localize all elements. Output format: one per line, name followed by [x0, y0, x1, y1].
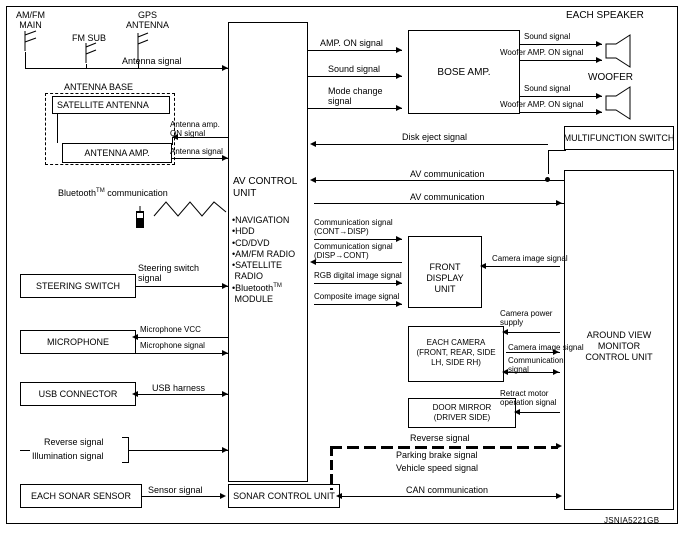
bluetooth-comm-label: Bluetooth™ communication — [58, 188, 168, 198]
arrow-can-comm-l — [336, 493, 342, 499]
av-comm-2-label: AV communication — [410, 192, 485, 202]
amp-on-signal-label: AMP. ON signal — [320, 38, 383, 48]
mode-change-signal-label: Mode change signal — [328, 86, 383, 107]
wire-sound-signal-2 — [520, 44, 602, 45]
sonar-control-unit-box — [228, 484, 340, 508]
arrow-woofer-amp-on-2 — [596, 109, 602, 115]
each-sonar-sensor-box — [20, 484, 142, 508]
arrow-microphone-vcc — [132, 334, 138, 340]
wire-comm-cont-disp — [314, 239, 402, 240]
usb-harness-label: USB harness — [152, 383, 206, 393]
wire-microphone-vcc — [136, 337, 228, 338]
satellite-antenna-label: SATELLITE ANTENNA — [57, 100, 149, 110]
arrow-amp-on — [396, 47, 402, 53]
junction-dot-av-comm — [545, 177, 550, 182]
am-fm-main-label: AM/FM MAIN — [16, 10, 45, 31]
arrow-av-comm-2-right — [556, 200, 562, 206]
fm-sub-label: FM SUB — [72, 33, 107, 43]
arrow-usb-harness-l — [132, 391, 138, 397]
arrow-can-comm-r — [556, 493, 562, 499]
arrow-woofer-amp-on-1 — [596, 57, 602, 63]
arrow-can-bus — [556, 443, 562, 449]
woofer-amp-on-2-label: Woofer AMP. ON signal — [500, 100, 584, 109]
reverse-signal-2-label: Reverse signal — [410, 433, 470, 443]
mobile-phone-icon — [132, 205, 148, 234]
woofer-amp-on-1-label: Woofer AMP. ON signal — [500, 48, 584, 57]
front-display-unit-label: FRONT DISPLAY UNIT — [426, 262, 464, 294]
wire-can-comm — [340, 496, 560, 497]
arrow-disc-eject — [310, 141, 316, 147]
reverse-signal-label: Reverse signal — [44, 437, 104, 447]
comm-disp-cont-label: Communication signal (DISP→CONT) — [314, 242, 393, 261]
wire-comm-disp-cont — [314, 262, 402, 263]
vehicle-speed-label: Vehicle speed signal — [396, 463, 479, 473]
bracket-bottom — [122, 462, 128, 463]
wire-mode-change — [308, 108, 402, 109]
each-camera-label: EACH CAMERA (FRONT, REAR, SIDE LH, SIDE RH) — [416, 338, 496, 367]
arrow-sound-signal-2 — [596, 41, 602, 47]
camera-comm-signal-label: Communication signal — [508, 356, 564, 375]
camera-power-supply-label: Camera power supply — [500, 309, 553, 328]
sonar-control-unit-label: SONAR CONTROL UNIT — [233, 491, 335, 501]
can-bus-line-v — [330, 446, 333, 490]
arrow-sound-signal-1 — [396, 73, 402, 79]
arrow-camera-power — [502, 329, 508, 335]
door-mirror-label: DOOR MIRROR (DRIVER SIDE) — [432, 403, 492, 422]
arrow-sensor-signal — [220, 493, 226, 499]
antenna-amp-box — [62, 143, 172, 163]
am-fm-main-antenna-icon — [24, 30, 58, 57]
steering-switch-signal-label: Steering switch signal — [138, 263, 200, 284]
fm-sub-antenna-icon — [85, 42, 115, 69]
wire-rgb-digital — [314, 283, 402, 284]
usb-connector-label: USB CONNECTOR — [38, 389, 118, 399]
can-bus-line-h — [330, 446, 558, 449]
parking-brake-label: Parking brake signal — [396, 450, 478, 460]
arrow-usb-harness-r — [222, 391, 228, 397]
wire-disc-eject-h — [314, 144, 548, 145]
wire-antenna-signal-bus — [25, 68, 228, 69]
arrow-retract-motor — [514, 409, 520, 415]
wire-woofer-amp-on-2 — [520, 112, 602, 113]
arrow-comm-cont-disp — [396, 236, 402, 242]
wire-retract-motor — [518, 412, 560, 413]
steering-switch-box — [20, 274, 136, 298]
wire-left-stub — [20, 450, 30, 451]
arrow-steering-switch — [222, 283, 228, 289]
usb-connector-box — [20, 382, 136, 406]
microphone-label: MICROPHONE — [46, 337, 109, 347]
multifunction-switch-box — [564, 126, 674, 150]
steering-switch-label: STEERING SWITCH — [35, 281, 120, 291]
wire-camera-power-h — [506, 332, 560, 333]
wire-ant-signal-2 — [172, 158, 228, 159]
figure-code: JSNIA5221GB — [604, 516, 660, 525]
arrow-av-comm-1-left — [310, 177, 316, 183]
illumination-signal-label: Illumination signal — [32, 451, 104, 461]
wire-disc-eject-h2 — [548, 150, 566, 151]
each-speaker-icon — [604, 34, 638, 73]
wire-steering-switch — [136, 286, 228, 287]
wire-camera-image-1 — [484, 266, 560, 267]
wire-amp-on — [308, 50, 402, 51]
arrow-reverse-illum — [222, 447, 228, 453]
bracket-top — [122, 437, 128, 438]
arrow-microphone-signal — [222, 350, 228, 356]
microphone-signal-label: Microphone signal — [140, 341, 205, 350]
camera-image-signal-1-label: Camera image signal — [492, 254, 568, 263]
each-sonar-sensor-label: EACH SONAR SENSOR — [30, 491, 132, 501]
sound-signal-1-label: Sound signal — [328, 64, 381, 74]
antenna-signal-top-label: Antenna signal — [122, 56, 182, 66]
wire-amfm-down — [25, 52, 26, 68]
sound-signal-2-label: Sound signal — [524, 32, 571, 41]
microphone-box — [20, 330, 136, 354]
composite-label: Composite image signal — [314, 292, 400, 301]
each-speaker-label: EACH SPEAKER — [566, 10, 644, 21]
gps-antenna-label: GPS ANTENNA — [126, 10, 170, 31]
multifunction-switch-label: MULTIFUNCTION SWITCH — [563, 133, 675, 143]
sensor-signal-label: Sensor signal — [148, 485, 203, 495]
arrow-sound-signal-3 — [596, 93, 602, 99]
wire-sat-to-amp — [57, 114, 58, 143]
bose-amp-label: BOSE AMP. — [437, 66, 491, 78]
wire-sensor-signal — [142, 496, 224, 497]
wire-disc-eject-v — [548, 150, 549, 174]
wire-usb-harness — [136, 394, 228, 395]
arrow-camera-image-1 — [480, 263, 486, 269]
around-view-monitor-label: AROUND VIEW MONITOR CONTROL UNIT — [585, 330, 653, 362]
arrow-mode-change — [396, 105, 402, 111]
wireless-waves-icon — [152, 196, 228, 223]
camera-image-signal-2-label: Camera image signal — [508, 343, 584, 352]
retract-motor-label: Retract motor operation signal — [500, 389, 557, 408]
antenna-base-label: ANTENNA BASE — [64, 82, 134, 92]
wire-microphone-signal — [136, 353, 228, 354]
antenna-amp-on-label: Antenna amp. ON signal — [170, 120, 220, 139]
wire-reverse-illum — [128, 450, 228, 451]
wire-av-comm-1 — [314, 180, 564, 181]
wire-composite — [314, 304, 402, 305]
woofer-label: WOOFER — [588, 72, 633, 83]
wire-sound-signal-1 — [308, 76, 402, 77]
wire-woofer-amp-on-1 — [520, 60, 602, 61]
av-control-unit-features: •NAVIGATION •HDD •CD/DVD •AM/FM RADIO •SATELLITE RADIO •Bluetooth™ MODULE — [232, 215, 296, 304]
comm-cont-disp-label: Communication signal (CONT→DISP) — [314, 218, 393, 237]
can-comm-label: CAN communication — [406, 485, 489, 495]
wire-av-comm-2 — [314, 203, 564, 204]
microphone-vcc-label: Microphone VCC — [140, 325, 201, 334]
woofer-icon — [604, 86, 638, 125]
rgb-digital-label: RGB digital image signal — [314, 271, 402, 280]
sound-signal-3-label: Sound signal — [524, 84, 571, 93]
av-comm-1-label: AV communication — [410, 169, 485, 179]
av-control-unit-title: AV CONTROL — [233, 176, 298, 187]
wire-sound-signal-3 — [520, 96, 602, 97]
disc-eject-signal-label: Disk eject signal — [402, 132, 468, 142]
antenna-signal-2-label: Antenna signal — [170, 147, 223, 156]
antenna-amp-label: ANTENNA AMP. — [84, 148, 150, 158]
av-control-unit-title2: UNIT — [233, 188, 257, 199]
